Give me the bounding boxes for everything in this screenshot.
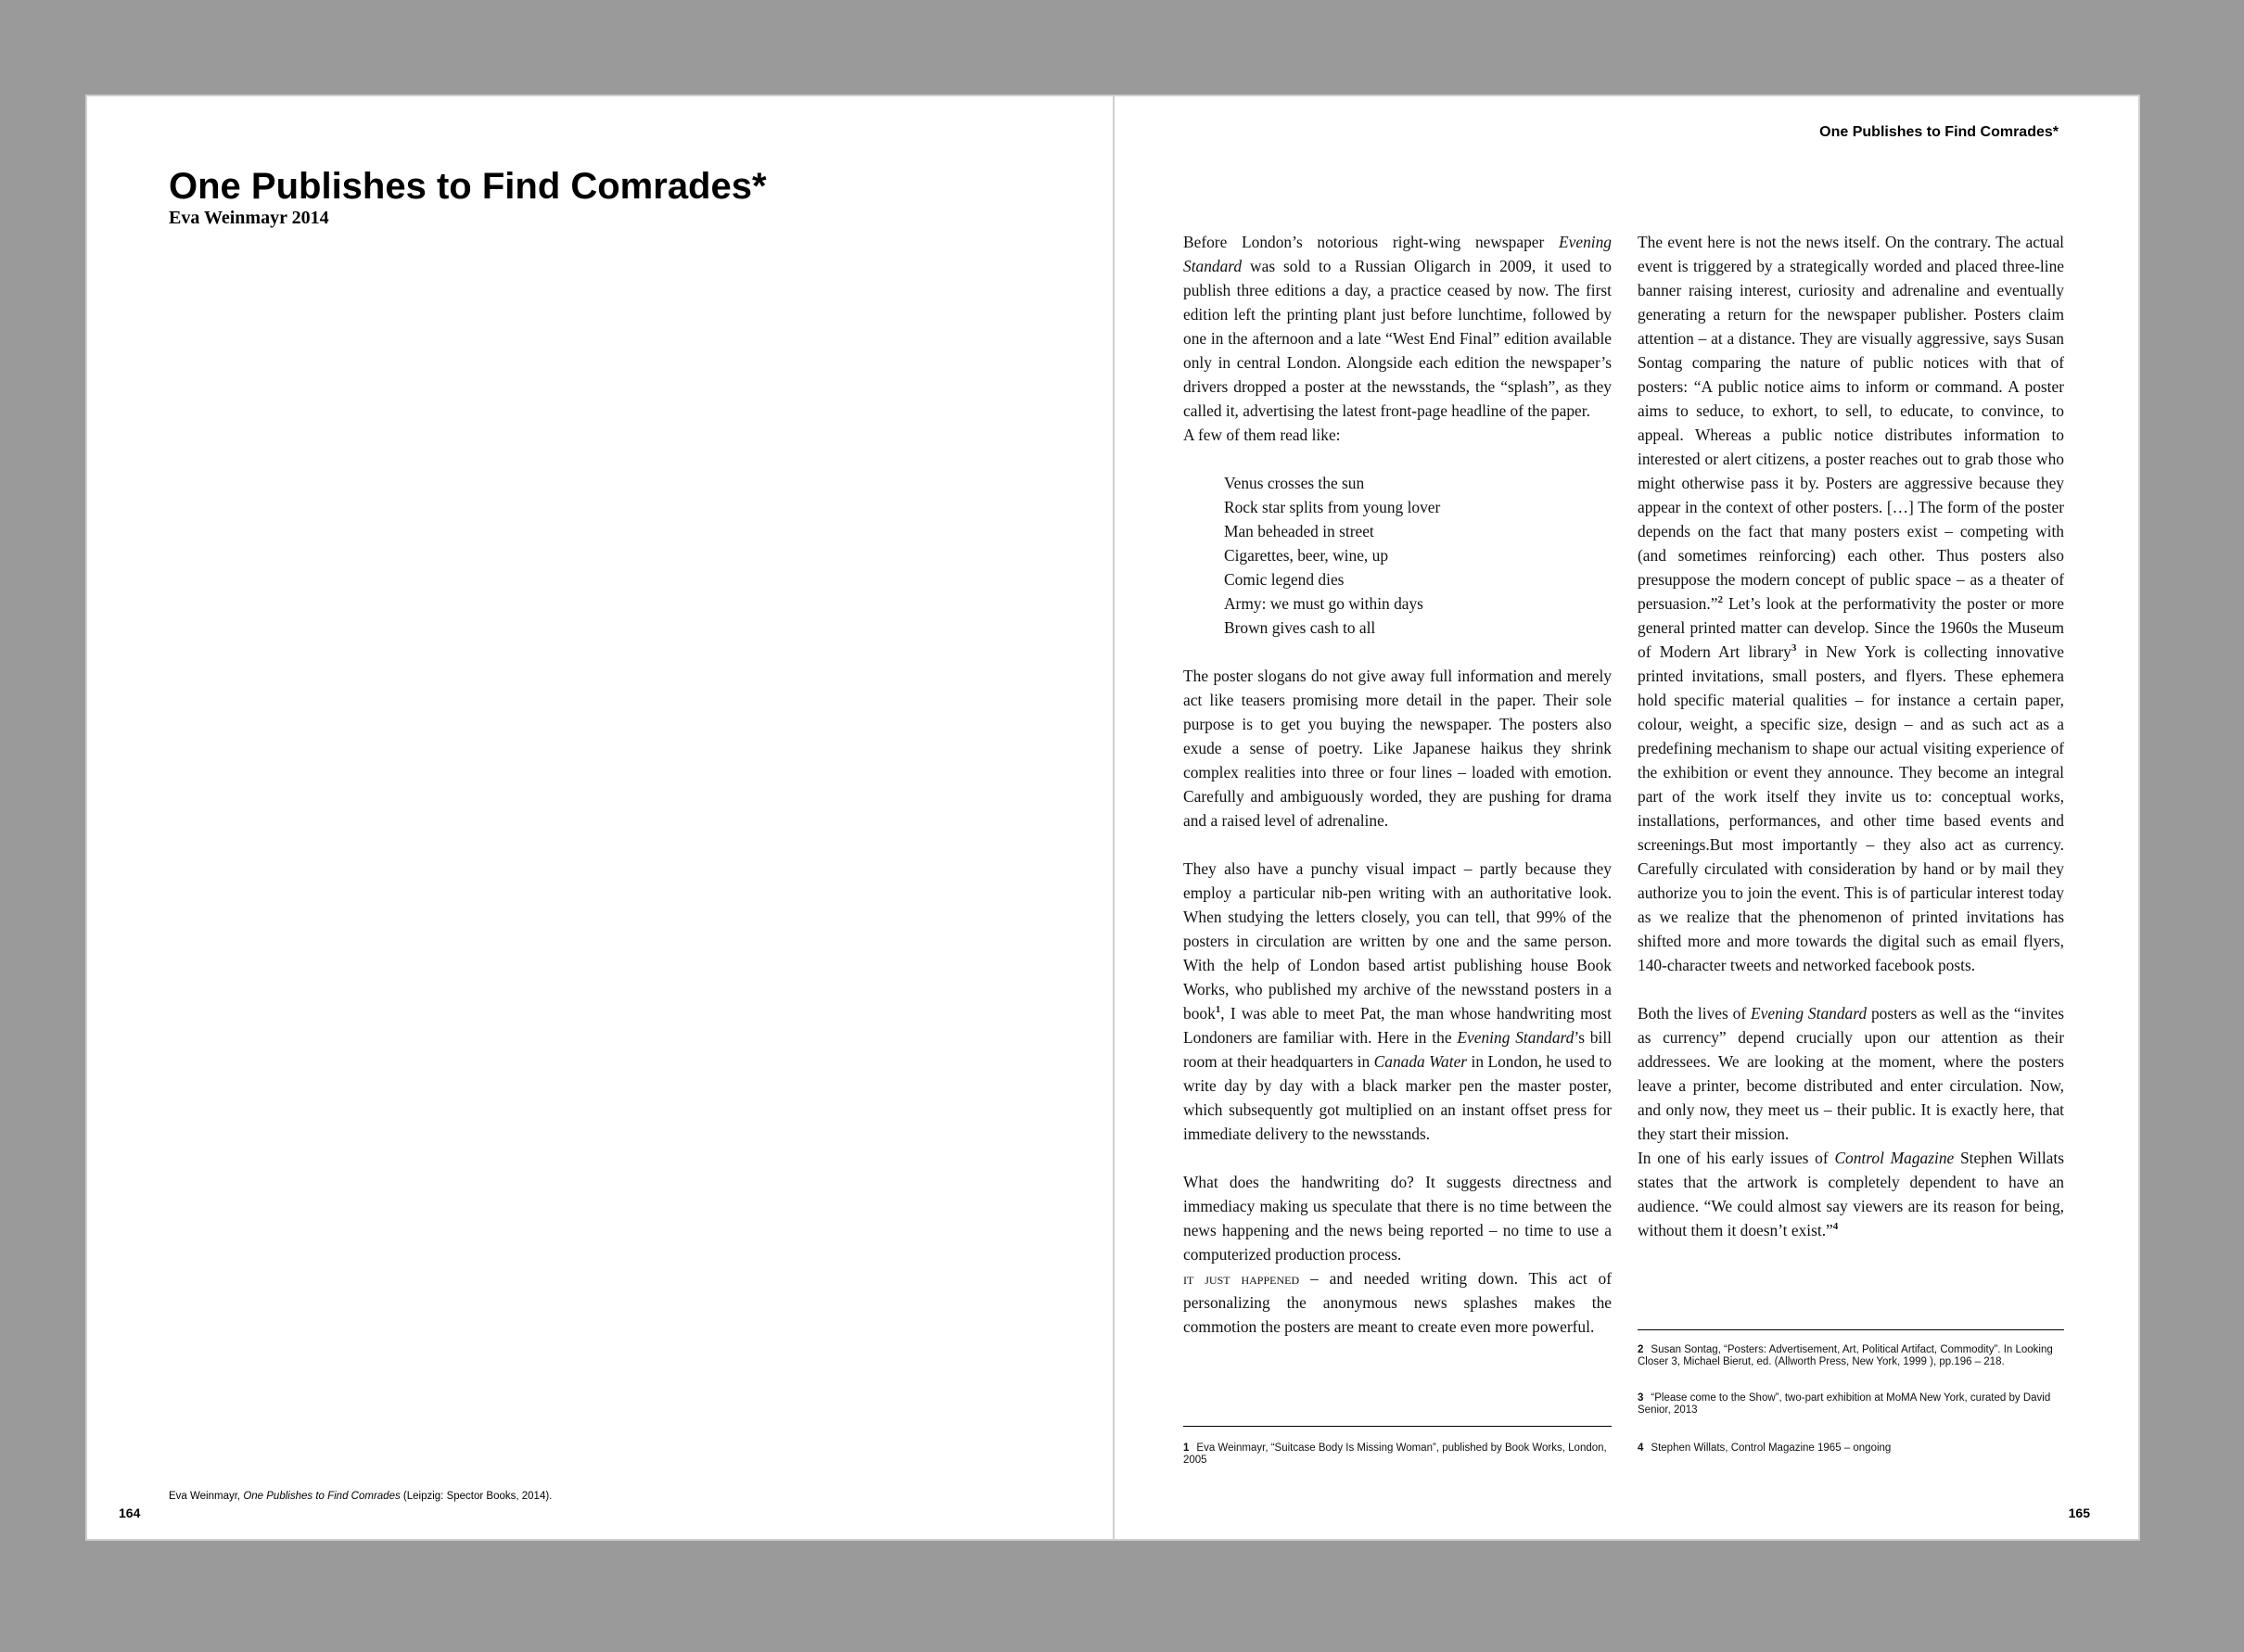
list-item: Man beheaded in street	[1224, 522, 1374, 540]
footnote-rule	[1638, 1329, 2064, 1330]
byline: Eva Weinmayr 2014	[169, 208, 329, 228]
paragraph: The poster slogans do not give away full information and merely act like teasers promising more detail in the paper. Their sole purpose is to get you buying the newspaper. The posters also exude a sense of poetry. Like Japanese haikus they shrink complex realities into three or four lines – loaded with emotion. Carefully and ambiguously worded, they are pushing for drama and a raised level of adrenaline.	[1183, 667, 1612, 830]
poster-slogans-list	[1224, 471, 1612, 640]
list-item: Army: we must go within days	[1224, 594, 1423, 613]
list-item: Brown gives cash to all	[1224, 618, 1376, 637]
page-number: 164	[119, 1506, 141, 1520]
paragraph: Both the lives of Evening Standard posters as well as the “invites as currency” depend crucially upon our attention as their addressees. We are looking at the moment, where the posters leave a printer, become distributed and enter circulation. Now, and only now, they meet us – their public. It is exactly here, that they start their mission.	[1638, 1004, 2065, 1143]
credit-line: Eva Weinmayr, One Publishes to Find Comrades (Leipzig: Spector Books, 2014).	[169, 1491, 553, 1502]
footnote-ref: 1	[1215, 1004, 1221, 1016]
paragraph: What does the handwriting do? It suggests directness and immediacy making us speculate that there is no time between the news happening and the news being reported – no time to use a computerized production process.	[1183, 1173, 1612, 1264]
paragraph: They also have a punchy visual impact – partly because they employ a particular nib-pen writing with an authoritative look. When studying the letters closely, you can tell, that 99% of the posters in circulation are written by one and the same person. With the help of London based artist publishing house Book Works, who published my archive of the newsstand posters in a book$^1$, I was able to meet Pat, the man whose handwriting most Londoners are familiar with. Here in the Evening Standard’s bill room at their headquarters in Canada Water in London, he used to write day by day with a black marker pen the master poster, which subsequently got multiplied on an instant offset press for immediate delivery to the newsstands.	[1183, 859, 1613, 1143]
paragraph: A few of them read like:	[1183, 426, 1341, 444]
list-item: Venus crosses the sun	[1224, 474, 1365, 492]
page-number: 165	[2068, 1506, 2090, 1520]
running-head: One Publishes to Find Comrades*	[1819, 124, 2059, 140]
list-item: Comic legend dies	[1224, 570, 1345, 589]
paragraph: In one of his early issues of Control Magazine Stephen Willats states that the artwork is completely dependent to have an audience. “We could almost say viewers are its reason for being, without them it doesn’t exist.”$^4$	[1638, 1149, 2064, 1239]
footnote-ref: 2	[1717, 594, 1723, 606]
list-item: Rock star splits from young lover	[1224, 498, 1441, 516]
page-title: One Publishes to Find Comrades*	[169, 166, 767, 207]
footnote-2: 2 Susan Sontag, “Posters: Advertisement, Art, Political Artifact, Commodity”. In Looking Closer 3, Michael Bierut, ed. (Allworth Press, New York, 1999 ), pp.196 – 218.	[1638, 1344, 2053, 1367]
paragraph: Before London’s notorious right-wing newspaper Evening Standard was sold to a Russian Oligarch in 2009, it used to publish three editions a day, a practice ceased by now. The first edition left the printing plant just before lunchtime, followed by one in the afternoon and a late “West End Final” edition available only in central London. Alongside each edition the newspaper’s drivers dropped a poster at the newsstands, the “splash”, as they called it, advertising the latest front-page headline of the paper.	[1183, 233, 1612, 420]
footnote-1: 1 Eva Weinmayr, “Suitcase Body Is Missing Woman”, published by Book Works, London, 2005	[1183, 1442, 1607, 1466]
text-column-1	[1183, 230, 1612, 1339]
right-page	[1113, 95, 2140, 1541]
footnote-ref: 3	[1791, 642, 1797, 654]
left-page	[85, 95, 1115, 1541]
text-column-2	[1638, 230, 2064, 1242]
paragraph: it just happened – and needed writing down. This act of personalizing the anonymous news splashes makes the commotion the posters are meant to create even more powerful.	[1183, 1269, 1612, 1336]
paragraph: The event here is not the news itself. On the contrary. The actual event is triggered by a strategically worded and placed three-line banner raising interest, curiosity and adrenaline and eventually generating a return for the newspaper publisher. Posters claim attention – at a distance. They are visually aggressive, says Susan Sontag comparing the nature of public notices with that of posters: “A public notice aims to inform or command. A poster aims to seduce, to exhort, to sell, to educate, to convince, to appeal. Whereas a public notice distributes information to interested or alert citizens, a poster reaches out to grab those who might otherwise pass it by. Posters are aggressive because they appear in the context of other posters. […] The form of the poster depends on the fact that many posters exist – competing with (and sometimes reinforcing) each other. Thus posters also presuppose the modern concept of public space – as a theater of persuasion.”$^2$ Let’s look at the performativity the poster or more general printed matter can develop. Since the 1960s the Museum of Modern Art library$^3$ in New York is collecting innovative printed invitations, small posters, and flyers. These ephemera hold specific material qualities – for instance a certain paper, colour, weight, a specific size, design – and as such act as a predefining mechanism to shape our actual visiting experience of the exhibition or event they announce. They become an integral part of the work itself they invite us to: conceptual works, installations, performances, and other time based events and screenings.But most importantly – they also act as currency. Carefully circulated with consideration by hand or by mail they authorize you to join the event. This is of particular interest today as we realize that the phenomenon of printed invitations has shifted more and more towards the digital such as email flyers, 140-character tweets and networked facebook posts.	[1638, 233, 2064, 974]
footnote-4: 4 Stephen Willats, Control Magazine 1965 – ongoing	[1638, 1442, 1892, 1454]
footnote-ref: 4	[1832, 1221, 1839, 1233]
footnote-3: 3 “Please come to the Show”, two-part exhibition at MoMA New York, curated by David Senior, 2013	[1638, 1392, 2051, 1416]
list-item: Cigarettes, beer, wine, up	[1224, 546, 1389, 565]
footnote-rule	[1183, 1426, 1612, 1427]
